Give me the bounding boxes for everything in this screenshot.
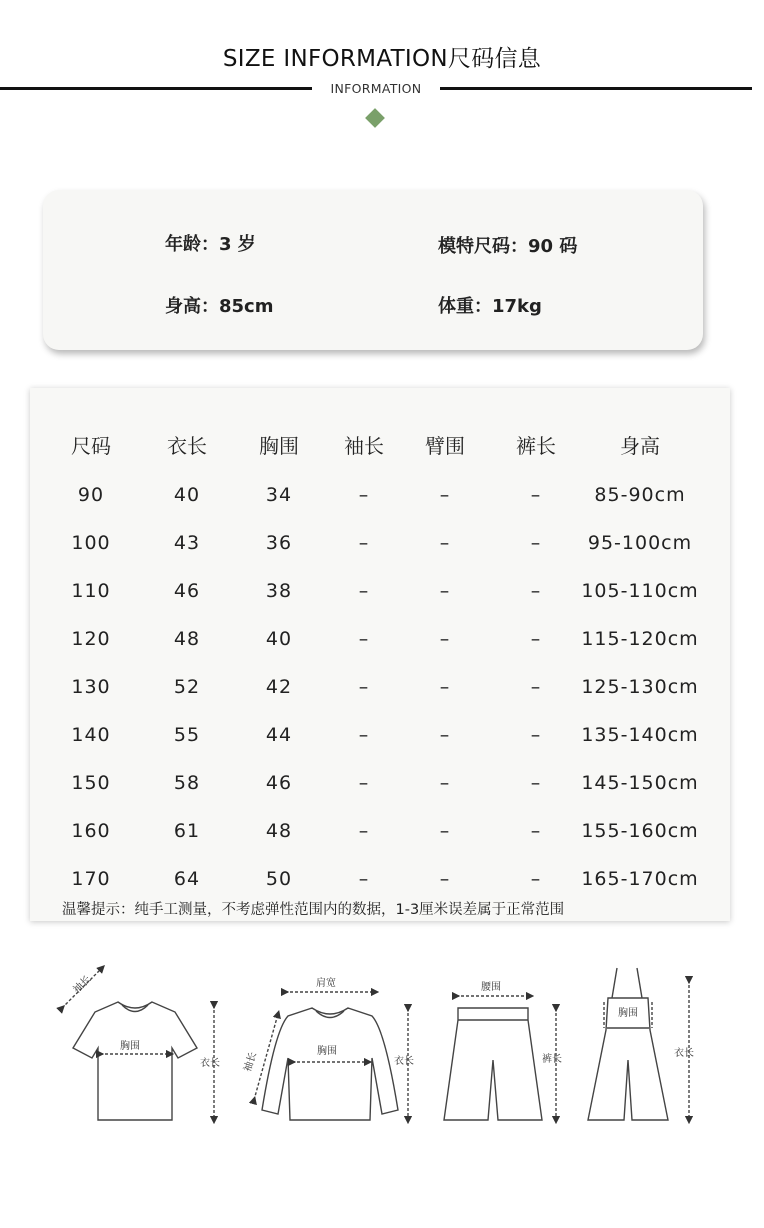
table-cell: – [439,676,451,698]
table-cell: – [439,772,451,794]
overalls-chest-label: 胸围 [618,1008,638,1019]
table-cell: – [358,724,370,746]
tshirt-chest-label: 胸围 [120,1041,140,1052]
table-cell: – [439,724,451,746]
model-age: 年龄：3 岁 [165,234,256,255]
model-weight: 体重：17kg [438,296,542,317]
table-cell: 105-110cm [581,580,699,602]
table-header-cell: 衣长 [167,434,207,458]
table-cell: – [358,676,370,698]
table-cell: – [439,628,451,650]
header-rule-right [440,87,752,90]
table-cell: 155-160cm [581,820,699,842]
table-cell: – [530,868,542,890]
table-cell: – [530,580,542,602]
table-cell: 36 [265,532,293,554]
tshirt-sleeve-label: 袖长 [71,973,94,996]
table-header-cell: 尺码 [71,434,111,458]
page-title: SIZE INFORMATION尺码信息 [222,46,542,72]
table-cell: 46 [173,580,201,602]
table-header-cell: 裤长 [516,434,556,458]
table-cell: 90 [77,484,105,506]
table-cell: 44 [265,724,293,746]
tshirt-length-label: 衣长 [200,1058,220,1069]
diamond-icon [365,108,385,128]
table-cell: 40 [173,484,201,506]
table-cell: 95-100cm [587,532,693,554]
shorts-waist-label: 腰围 [481,982,501,993]
table-cell: 115-120cm [581,628,699,650]
table-cell: 140 [71,724,111,746]
table-cell: – [358,532,370,554]
table-cell: 43 [173,532,201,554]
table-cell: 48 [173,628,201,650]
table-cell: – [530,820,542,842]
table-cell: 165-170cm [581,868,699,890]
table-cell: – [439,868,451,890]
table-cell: – [530,532,542,554]
table-cell: 40 [265,628,293,650]
table-cell: 145-150cm [581,772,699,794]
table-cell: 58 [173,772,201,794]
table-cell: 48 [265,820,293,842]
table-cell: 135-140cm [581,724,699,746]
table-cell: – [358,868,370,890]
table-cell: – [530,676,542,698]
table-cell: – [358,580,370,602]
table-cell: – [439,532,451,554]
overalls-length-label: 衣长 [674,1048,694,1059]
table-cell: – [530,628,542,650]
table-cell: 38 [265,580,293,602]
shorts-length-label: 裤长 [542,1054,562,1065]
table-cell: – [358,772,370,794]
table-cell: 42 [265,676,293,698]
table-cell: – [358,820,370,842]
table-cell: – [439,484,451,506]
table-cell: 125-130cm [581,676,699,698]
header-rule-left [0,87,312,90]
table-header-cell: 袖长 [344,434,384,458]
shorts-diagram [444,996,556,1120]
table-header-cell: 胸围 [259,434,299,458]
longsleeve-chest-label: 胸围 [317,1046,337,1057]
table-cell: – [530,772,542,794]
table-cell: 170 [71,868,111,890]
model-info-card [43,190,703,350]
table-cell: – [358,628,370,650]
table-cell: 120 [71,628,111,650]
table-cell: 34 [265,484,293,506]
table-cell: – [439,580,451,602]
table-cell: – [530,724,542,746]
longsleeve-length-label: 衣长 [394,1056,414,1067]
table-cell: 100 [71,532,111,554]
table-cell: – [530,484,542,506]
table-cell: 46 [265,772,293,794]
table-cell: 130 [71,676,111,698]
table-cell: 52 [173,676,201,698]
table-cell: 55 [173,724,201,746]
table-cell: 64 [173,868,201,890]
table-header-cell: 身高 [620,434,660,458]
model-height: 身高：85cm [165,296,274,317]
table-header-cell: 臂围 [425,434,465,458]
table-cell: 61 [173,820,201,842]
table-cell: 160 [71,820,111,842]
model-size: 模特尺码：90 码 [438,236,578,257]
table-cell: – [439,820,451,842]
table-cell: 85-90cm [594,484,686,506]
table-cell: – [358,484,370,506]
table-cell: 150 [71,772,111,794]
table-cell: 110 [71,580,111,602]
measurement-note: 温馨提示：纯手工测量，不考虑弹性范围内的数据，1-3厘米误差属于正常范围 [62,902,565,918]
overalls-diagram [588,968,689,1120]
table-cell: 50 [265,868,293,890]
size-table-card [30,388,730,921]
page-subtitle: INFORMATION [330,81,422,96]
longsleeve-shoulder-label: 肩宽 [316,978,336,989]
garment-diagrams [0,950,764,1140]
longsleeve-sleeve-label: 袖长 [242,1050,260,1074]
